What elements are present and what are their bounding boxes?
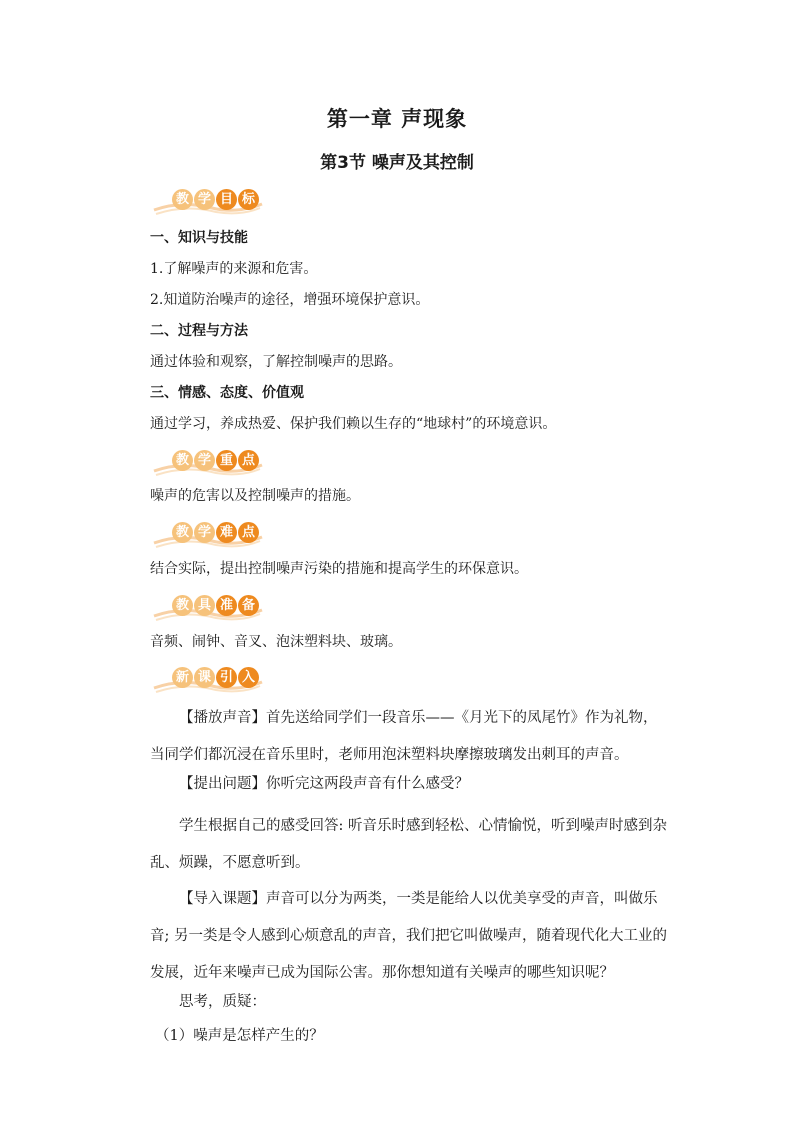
badge-char: 教 [172, 189, 193, 210]
objective-item: 2.知道防治噪声的途径，增强环境保护意识。 [150, 292, 430, 308]
badge-char: 学 [194, 522, 215, 543]
badge-char: 教 [172, 522, 193, 543]
badge-char: 难 [216, 522, 237, 543]
badge-char: 重 [216, 450, 237, 471]
difficulty-text: 结合实际，提出控制噪声污染的措施和提高学生的环保意识。 [150, 561, 528, 577]
badge-char: 点 [238, 522, 259, 543]
badge-char: 教 [172, 595, 193, 616]
intro-paragraph: 【导入课题】声音可以分为两类，一类是能给人以优美享受的声音，叫做乐音; 另一类是令人感到心烦意乱的声音，我们把它叫做噪声，随着现代化大工业的发展，近年来噪声已成为国际公害。那你想知道有关噪声的哪些知识呢？ [150, 891, 667, 981]
badge-difficulties [152, 519, 262, 549]
badge-key-points [152, 447, 262, 477]
objective-item: 通过学习，养成热爱、保护我们赖以生存的“地球村”的环境意识。 [150, 416, 557, 432]
heading-process-method: 二、过程与方法 [150, 323, 248, 339]
intro-paragraph: 学生根据自己的感受回答: 听音乐时感到轻松、心情愉悦，听到噪声时感到杂乱、烦躁，不愿意听到。 [150, 818, 667, 871]
heading-knowledge-skills: 一、知识与技能 [150, 230, 248, 246]
badge-char: 新 [172, 667, 193, 688]
badge-char: 备 [238, 595, 259, 616]
badge-lesson-intro [152, 664, 262, 694]
badge-char: 点 [238, 450, 259, 471]
badge-char: 课 [194, 667, 215, 688]
objective-item: 通过体验和观察，了解控制噪声的思路。 [150, 354, 402, 370]
badge-char: 准 [216, 595, 237, 616]
badge-teaching-objectives [152, 186, 262, 216]
intro-paragraph: 思考，质疑： [179, 994, 266, 1010]
heading-emotion-values: 三、情感、态度、价值观 [150, 385, 304, 401]
badge-char: 目 [216, 189, 237, 210]
objective-item: 1.了解噪声的来源和危害。 [150, 261, 318, 277]
badge-char: 入 [238, 667, 259, 688]
key-point-text: 噪声的危害以及控制噪声的措施。 [150, 488, 360, 504]
badge-char: 学 [194, 450, 215, 471]
badge-char: 标 [238, 189, 259, 210]
badge-char: 引 [216, 667, 237, 688]
badge-char: 具 [194, 595, 215, 616]
materials-text: 音频、闹钟、音叉、泡沫塑料块、玻璃。 [150, 634, 402, 650]
intro-paragraph: 【播放声音】首先送给同学们一段音乐——《月光下的凤尾竹》作为礼物，当同学们都沉浸在音乐里时，老师用泡沫塑料块摩擦玻璃发出刺耳的声音。 [150, 710, 658, 763]
chapter-title: 第一章 声现象 [326, 107, 468, 131]
badge-char: 教 [172, 450, 193, 471]
badge-materials [152, 592, 262, 622]
intro-paragraph: 【提出问题】你听完这两段声音有什么感受？ [179, 776, 469, 792]
badge-char: 学 [194, 189, 215, 210]
section-title: 第3节 噪声及其控制 [320, 153, 474, 173]
intro-paragraph: （1）噪声是怎样产生的？ [155, 1028, 324, 1044]
